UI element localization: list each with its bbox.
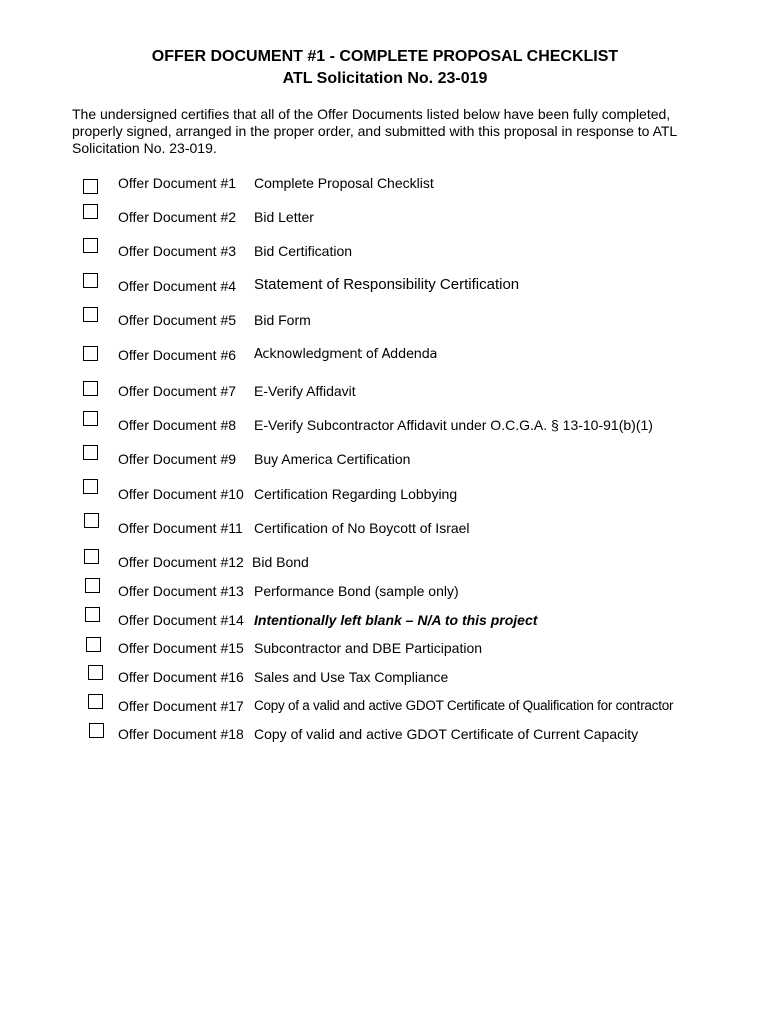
offer-document-title: Intentionally left blank – N/A to this project [254,612,538,628]
offer-document-title: Bid Bond [252,554,309,570]
offer-document-title: Complete Proposal Checklist [254,175,434,191]
checklist-item-12 [0,551,770,575]
offer-document-label: Offer Document #14 [118,612,244,628]
certification-statement [72,106,712,157]
checklist-item-13 [0,580,770,604]
offer-document-label: Offer Document #5 [118,312,237,328]
checkbox-offer-document-4[interactable] [83,273,98,288]
checkbox-offer-document-16[interactable] [88,665,103,680]
checkbox-offer-document-14[interactable] [85,607,100,622]
checkbox-offer-document-5[interactable] [83,307,98,322]
checklist-item-6 [0,344,770,368]
checkbox-offer-document-12[interactable] [84,549,99,564]
offer-document-label: Offer Document #18 [118,726,244,742]
checklist-item-7 [0,380,770,404]
offer-document-title: Bid Certification [254,243,353,259]
offer-document-title: Performance Bond (sample only) [254,583,459,599]
offer-document-label: Offer Document #16 [118,669,244,685]
checkbox-offer-document-3[interactable] [83,238,98,253]
offer-document-title: Buy America Certification [254,451,411,467]
checklist-item-16 [0,666,770,690]
offer-document-title: E-Verify Affidavit [254,383,356,399]
offer-document-title: Copy of valid and active GDOT Certificate of Current Capacity [254,726,639,742]
checkbox-offer-document-15[interactable] [86,637,101,652]
offer-document-label: Offer Document #17 [118,698,244,714]
checklist-item-8 [0,414,770,438]
offer-document-title: Statement of Responsibility Certification [254,276,520,293]
checklist-item-18 [0,723,770,747]
checkbox-offer-document-6[interactable] [83,346,98,361]
checkbox-offer-document-8[interactable] [83,411,98,426]
offer-document-label: Offer Document #12 [118,554,244,570]
certification-line: properly signed, arranged in the proper order, and submitted with this proposal in response to ATL [72,123,678,139]
checkbox-offer-document-7[interactable] [83,381,98,396]
checklist-item-5 [0,309,770,333]
checklist-item-15 [0,637,770,661]
checklist-item-11 [0,517,770,541]
checkbox-offer-document-13[interactable] [85,578,100,593]
checklist-item-4 [0,275,770,299]
checkbox-offer-document-2[interactable] [83,204,98,219]
certification-line: Solicitation No. 23-019. [72,140,217,156]
checklist-item-2 [0,206,770,230]
offer-document-title: Bid Form [254,312,311,328]
offer-document-label: Offer Document #15 [118,640,244,656]
checkbox-offer-document-17[interactable] [88,694,103,709]
offer-document-label: Offer Document #9 [118,451,237,467]
offer-document-title: Copy of a valid and active GDOT Certificate of Qualification for contractor [254,698,674,713]
offer-document-label: Offer Document #6 [118,347,237,363]
checklist-item-17 [0,695,770,719]
checklist-item-10 [0,483,770,507]
certification-line: The undersigned certifies that all of the Offer Documents listed below have been fully completed, [72,106,671,122]
checkbox-offer-document-11[interactable] [84,513,99,528]
checklist-item-1 [0,172,770,196]
offer-document-label: Offer Document #8 [118,417,237,433]
checkbox-offer-document-10[interactable] [83,479,98,494]
offer-document-title: Certification of No Boycott of Israel [254,520,470,536]
offer-document-label: Offer Document #11 [118,520,243,536]
checkbox-offer-document-1[interactable] [83,179,98,194]
checklist-item-14 [0,609,770,633]
offer-document-title: Sales and Use Tax Compliance [254,669,449,685]
offer-document-title: Subcontractor and DBE Participation [254,640,483,656]
offer-document-label: Offer Document #4 [118,278,237,294]
offer-document-label: Offer Document #1 [118,175,237,191]
offer-document-label: Offer Document #7 [118,383,237,399]
checklist-item-9 [0,448,770,472]
document-title: OFFER DOCUMENT #1 - COMPLETE PROPOSAL CHECKLIST [151,48,619,65]
checkbox-offer-document-18[interactable] [89,723,104,738]
offer-document-label: Offer Document #10 [118,486,244,502]
offer-document-title: Certification Regarding Lobbying [254,486,458,502]
offer-document-label: Offer Document #3 [118,243,237,259]
checkbox-offer-document-9[interactable] [83,445,98,460]
offer-document-label: Offer Document #13 [118,583,244,599]
offer-document-title: Acknowledgment of Addenda [254,347,438,362]
offer-document-title: E-Verify Subcontractor Affidavit under O.C.G.A. § 13-10-91(b)(1) [254,417,653,433]
solicitation-number: ATL Solicitation No. 23-019 [282,70,488,87]
offer-document-label: Offer Document #2 [118,209,237,225]
offer-document-title: Bid Letter [254,209,314,225]
checklist-item-3 [0,240,770,264]
